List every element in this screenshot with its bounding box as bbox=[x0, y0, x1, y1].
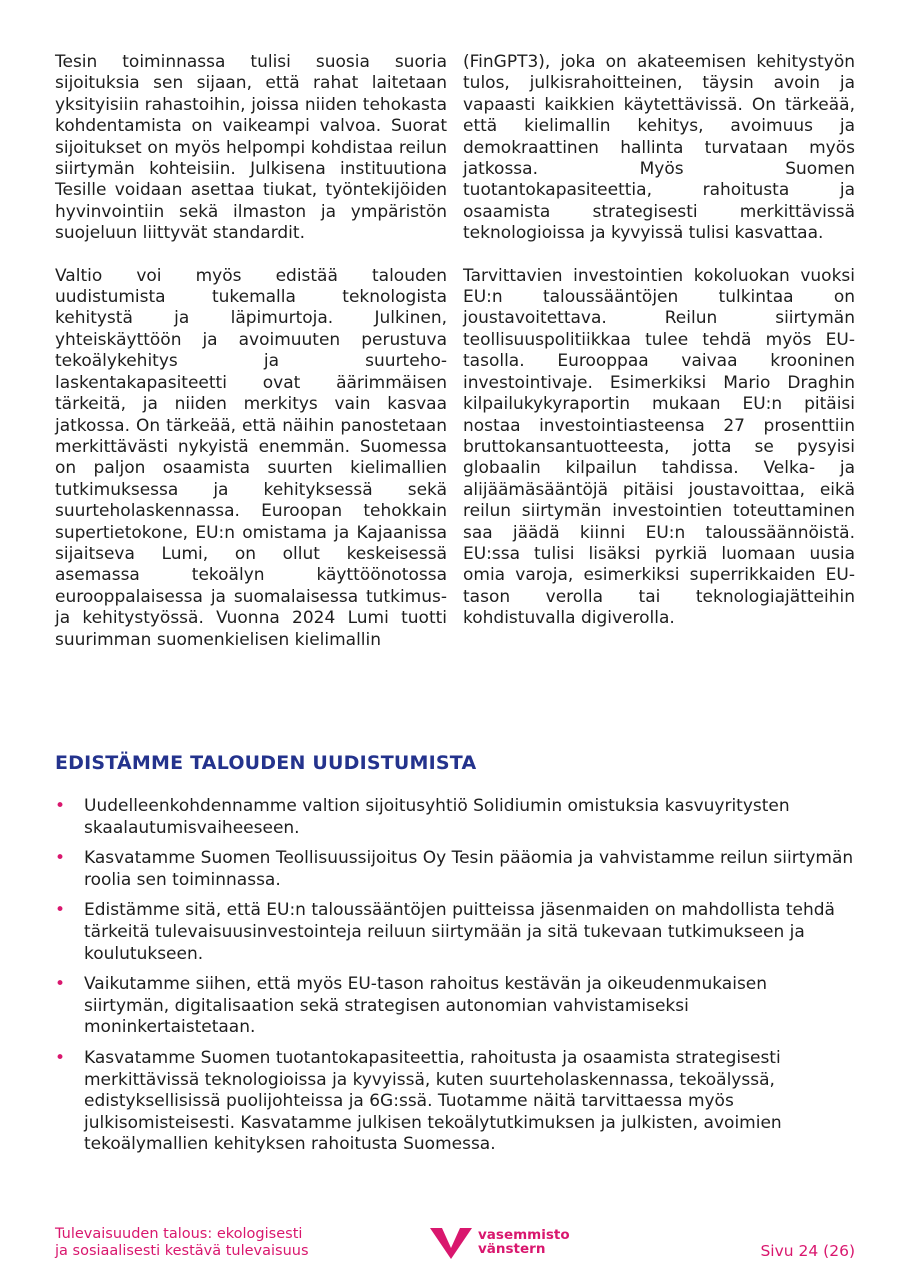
v-arrow-logo-icon bbox=[428, 1224, 474, 1260]
right-paragraph-2: Tarvittavien investointien kokoluokan vuoksi EU:n taloussääntöjen tulkintaa on joustavoitettava. Reilun siirtymän teollisuuspolitiikkaa tulee tehdä myös EU-tasolla. Eurooppaa vaivaa krooninen investointivaje. Esimerkiksi Mario Draghin kilpailukykyraportin mukaan EU:n pitäisi nostaa investointiasteensa 27 prosenttiin bruttokansantuotteesta, jotta se pysyisi globaalin kilpailun tahdissa. Velka- ja alijäämäsääntöjä pitäisi joustavoittaa, eikä reilun siirtymän investointien toteuttaminen saa jäädä kiinni EU:n taloussäännöistä. EU:ssa tulisi lisäksi pyrkiä luomaan uusia omia varoja, esimerkiksi superrikkaiden EU-tason verolla tai teknologiajätteihin kohdistuvalla digiverolla. bbox=[463, 265, 855, 629]
left-text-column bbox=[55, 52, 447, 672]
bullet-text: Edistämme sitä, että EU:n taloussääntöjen puitteissa jäsenmaiden on mahdollista tehdä tärkeitä tulevaisuusinvestointeja reiluun siirtymään ja sitä tukevaan tutkimukseen ja koulutukseen. bbox=[84, 900, 835, 964]
logo-line-2: vänstern bbox=[478, 1241, 546, 1257]
page-number: Sivu 24 (26) bbox=[760, 1242, 855, 1260]
bullet-icon: • bbox=[55, 848, 66, 869]
bullet-text: Kasvatamme Suomen tuotantokapasiteettia, rahoitusta ja osaamista strategisesti merkittävissä teknologioissa ja kyvyissä, kuten suurteholaskennassa, tekoälyssä, edistyksellisissä puolijohteissa ja 6G:ssä. Tuotamme näitä tarvittaessa myös julkisomisteisesti. Kasvatamme julkisen tekoälytutkimuksen ja julkisten, avoimien tekoälymallien kehityksen rahoitusta Suomessa. bbox=[84, 1047, 782, 1155]
list-item bbox=[55, 1048, 855, 1156]
left-paragraph-1: Tesin toiminnassa tulisi suosia suoria sijoituksia sen sijaan, että rahat laitetaan yksityisiin rahastoihin, joissa niiden tehokasta kohdentamista on vaikeampi valvoa. Suorat sijoitukset on myös helpompi kohdistaa reilun siirtymän kohteisiin. Julkisena instituutiona Tesille voidaan asettaa tiukat, työntekijöiden hyvinvointiin sekä ilmaston ja ympäristön suojeluun liittyvät standardit. bbox=[55, 52, 447, 244]
logo-line-1: vasemmisto bbox=[478, 1227, 570, 1243]
list-item bbox=[55, 796, 855, 839]
logo-wordmark bbox=[478, 1228, 570, 1256]
bullet-text: Uudelleenkohdennamme valtion sijoitusyhtiö Solidiumin omistuksia kasvuyritysten skaalautumisvaiheeseen. bbox=[84, 796, 790, 838]
footer-title-line-2: ja sosiaalisesti kestävä tulevaisuus bbox=[55, 1243, 309, 1259]
bullet-icon: • bbox=[55, 900, 66, 921]
footer-document-title bbox=[55, 1226, 309, 1260]
list-item bbox=[55, 900, 855, 965]
list-item bbox=[55, 848, 855, 891]
bullet-text: Kasvatamme Suomen Teollisuussijoitus Oy Tesin pääomia ja vahvistamme reilun siirtymän roolia sen toiminnassa. bbox=[84, 848, 854, 890]
policy-bullet-list bbox=[55, 796, 855, 1165]
footer-title-line-1: Tulevaisuuden talous: ekologisesti bbox=[55, 1226, 303, 1242]
bullet-icon: • bbox=[55, 796, 66, 816]
right-text-column bbox=[463, 52, 855, 651]
section-heading: EDISTÄMME TALOUDEN UUDISTUMISTA bbox=[55, 752, 477, 774]
bullet-icon: • bbox=[55, 974, 66, 995]
list-item bbox=[55, 974, 855, 1039]
vasemmisto-logo bbox=[428, 1224, 570, 1260]
bullet-text: Vaikutamme siihen, että myös EU-tason rahoitus kestävän ja oikeudenmukaisen siirtymän, digitalisaation sekä strategisen autonomian vahvistamiseksi moninkertaistetaan. bbox=[84, 974, 768, 1038]
bullet-icon: • bbox=[55, 1047, 66, 1068]
right-paragraph-1: (FinGPT3), joka on akateemisen kehitystyön tulos, julkisrahoitteinen, täysin avoin ja vapaasti kaikkien käytettävissä. On tärkeää, että kielimallin kehitys, avoimuus ja demokraattinen hallinta turvataan myös jatkossa. Myös Suomen tuotantokapasiteettia, rahoitusta ja osaamista strategisesti merkittävissä teknologioissa ja kyvyissä tulisi kasvattaa. bbox=[463, 52, 855, 244]
left-paragraph-2: Valtio voi myös edistää talouden uudistumista tukemalla teknologista kehitystä ja läpimurtoja. Julkinen, yhteiskäyttöön ja avoimuuten perustuva tekoälykehitys ja suurteholaskentakapasiteetti ovat äärimmäisen tärkeitä, ja niiden merkitys vain kasvaa jatkossa. On tärkeää, että näihin panostetaan merkittävästi nykyistä enemmän. Suomessa on paljon osaamista suurten kielimallien tutkimuksessa ja kehityksessä sekä suurteholaskennassa. Euroopan tehokkain supertietokone, EU:n omistama ja Kajaanissa sijaitseva Lumi, on ollut keskeisessä asemassa tekoälyn käyttöönotossa eurooppalaisessa ja suomalaisessa tutkimus- ja kehitystyössä. Vuonna 2024 Lumi tuotti suurimman suomenkielisen kielimallin bbox=[55, 265, 447, 650]
